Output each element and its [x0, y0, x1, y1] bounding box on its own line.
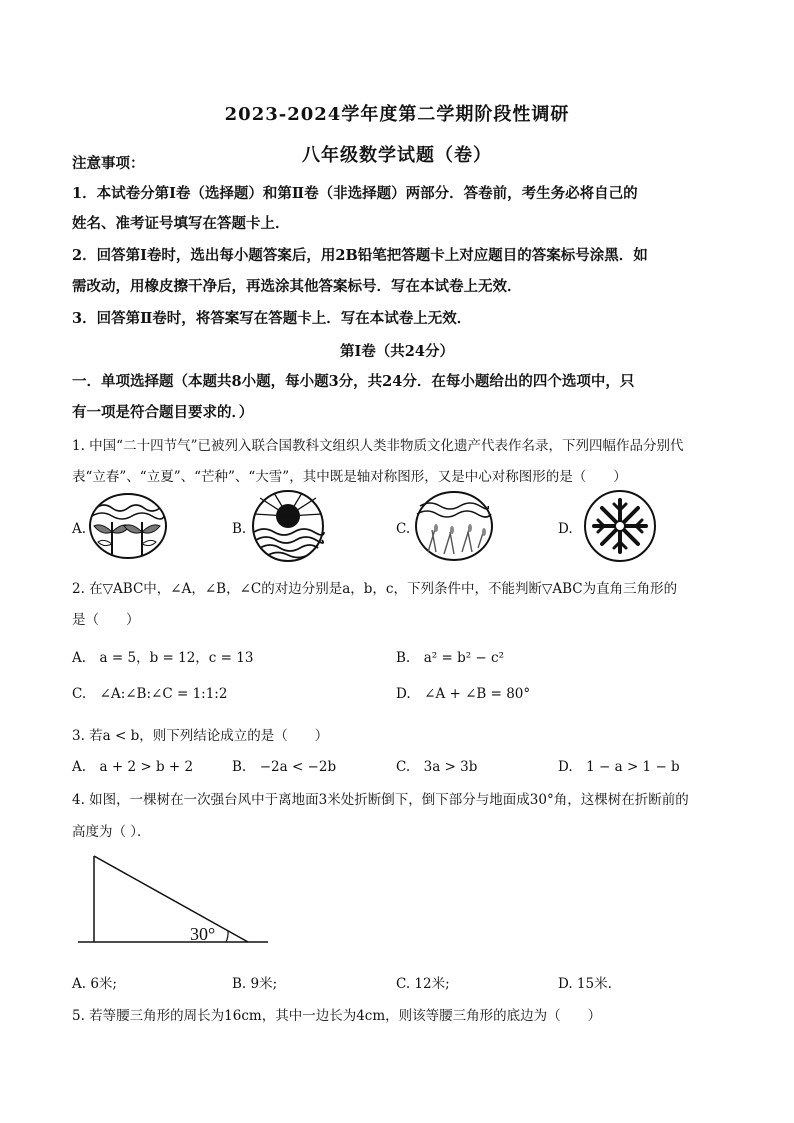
q4-stem-line-2: 高度为（ ）．	[72, 824, 151, 840]
q4-stem-line-1: 4. 如图，一棵树在一次强台风中于离地面3米处折断倒下，倒下部分与地面成30°角，这棵树在折断前的	[72, 792, 689, 808]
q1-option-b-label: B.	[232, 521, 247, 537]
summer-sun-icon	[250, 490, 326, 562]
q5-stem: 5. 若等腰三角形的周长为16cm，其中一边长为4cm，则该等腰三角形的底边为（ ）	[72, 1008, 602, 1024]
q1-stem-line-1: 1. 中国“二十四节气”已被列入联合国教科文组织人类非物质文化遗产代表作名录，下列四幅作品分别代	[72, 438, 684, 454]
q3-option-b: B. −2a < −2b	[232, 759, 337, 775]
fallen-part-line	[94, 856, 248, 942]
q4-option-a: A. 6米;	[72, 976, 117, 992]
q3-option-a: A. a + 2 > b + 2	[72, 759, 194, 775]
q1-stem-line-2: 表“立春”、“立夏”、“芒种”、“大雪”，其中既是轴对称图形，又是中心对称图形的是（ ）	[72, 469, 627, 485]
q2-option-d: D. ∠A + ∠B = 80°	[396, 686, 531, 702]
q1-option-c-label: C.	[396, 521, 411, 537]
q4-option-b: B. 9米;	[232, 976, 278, 992]
q3-option-d: D. 1 − a > 1 − b	[558, 759, 680, 775]
section-intro-line-1: 一．单项选择题（本题共8小题，每小题3分，共24分．在每小题给出的四个选项中，只	[72, 373, 635, 390]
section-intro-line-2: 有一项是符合题目要求的．）	[72, 404, 254, 421]
q1-option-a-label: A.	[72, 521, 87, 537]
q2-option-b: B. a² = b² − c²	[396, 650, 504, 666]
note-1-line-1: 1．本试卷分第Ⅰ卷（选择题）和第Ⅱ卷（非选择题）两部分．答卷前，考生务必将自己的	[72, 185, 638, 202]
q2-stem-line-1: 2. 在▽ABC中，∠A，∠B，∠C的对边分别是a，b，c，下列条件中，不能判断▽ABC为直角三角形的	[72, 581, 678, 597]
grain-in-ear-icon	[414, 490, 494, 562]
q2-option-a: A. a = 5，b = 12，c = 13	[72, 650, 254, 666]
q2-stem-line-2: 是（ ）	[72, 612, 140, 628]
page-subtitle: 八年级数学试题（卷）	[302, 145, 492, 166]
spring-sprout-icon	[88, 492, 168, 560]
q1-option-d-label: D.	[558, 521, 573, 537]
q4-option-d: D. 15米.	[558, 976, 612, 992]
q2-option-c: C. ∠A:∠B:∠C = 1:1:2	[72, 686, 228, 702]
note-1-line-2: 姓名、准考证号填写在答题卡上．	[72, 215, 290, 232]
q4-option-c: C. 12米;	[396, 976, 450, 992]
note-2-line-1: 2．回答第Ⅰ卷时，选出每小题答案后，用2B铅笔把答题卡上对应题目的答案标号涂黑．如	[72, 247, 648, 264]
angle-label: 30°	[190, 924, 216, 944]
angle-arc	[226, 931, 228, 942]
note-3: 3．回答第Ⅱ卷时，将答案写在答题卡上．写在本试卷上无效．	[72, 310, 472, 327]
notes-heading: 注意事项：	[72, 155, 145, 172]
page-title: 2023-2024学年度第二学期阶段性调研	[224, 104, 570, 125]
snowflake-icon	[582, 490, 658, 562]
broken-tree-triangle-diagram	[76, 852, 276, 952]
q3-stem: 3. 若a < b，则下列结论成立的是（ ）	[72, 728, 329, 744]
section-title: 第Ⅰ卷（共24分）	[340, 343, 454, 360]
note-2-line-2: 需改动，用橡皮擦干净后，再选涂其他答案标号．写在本试卷上无效．	[72, 278, 522, 295]
q3-option-c: C. 3a > 3b	[396, 759, 478, 775]
